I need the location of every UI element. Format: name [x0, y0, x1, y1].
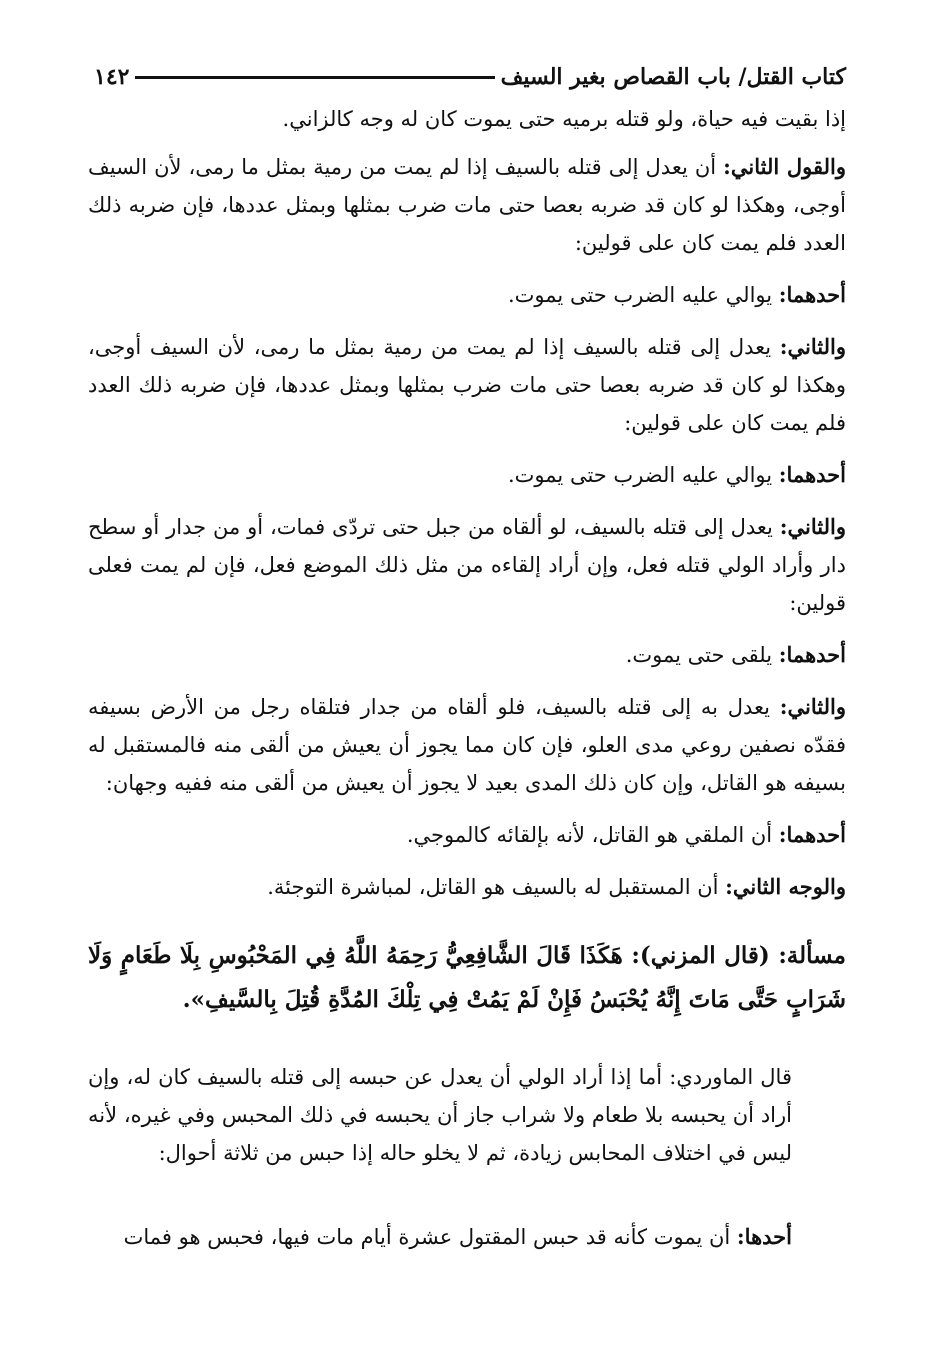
paragraph-lead: أحدها:: [736, 1224, 792, 1249]
paragraph-lead: والثاني:: [779, 334, 846, 359]
masala-quote: [88, 934, 846, 1022]
paragraph-lead: أحدهما:: [778, 462, 846, 487]
paragraph-lead: والثاني:: [779, 694, 846, 719]
paragraph-second-opinion: [88, 148, 846, 262]
masala-label: مسألة:: [778, 942, 846, 969]
paragraph-text: إذا بقيت فيه حياة، ولو قتله برميه حتى يموت كان له وجه كالزاني.: [282, 107, 846, 131]
paragraph-text: أن المستقبل له بالسيف هو القاتل، لمباشرة التوجئة.: [267, 875, 726, 899]
masala-text: هَكَذَا قَالَ الشَّافِعِيُّ رَحِمَهُ اللَّهُ فِي المَحْبُوسِ بِلَا طَعَامٍ وَلَا شَرَابٍ حَتَّى مَاتَ إِنَّهُ يُحْبَسُ فَإِنْ لَمْ يَمُتْ فِي تِلْكَ المُدَّةِ قُتِلَ بِالسَّيفِ».: [88, 942, 846, 1013]
paragraph-continuation: [88, 100, 846, 138]
paragraph-text: أن يعدل إلى قتله بالسيف إذا لم يمت من رمية بمثل ما رمى، لأن السيف أوجى، وهكذا لو كان قد ضربه بعصا حتى مات ضرب بمثلها وبمثل عددها، فإن ضربه ذلك العدد فلم يمت كان على قولين:: [88, 155, 846, 255]
paragraph-lead: والقول الثاني:: [723, 154, 847, 179]
paragraph-text: يلقى حتى يموت.: [625, 643, 779, 667]
masala-attribution: (قال المزني):: [631, 942, 770, 969]
paragraph-second-of-two: [88, 328, 846, 442]
paragraph-first-of-two: [88, 456, 846, 494]
running-title: كتاب القتل/ باب القصاص بغير السيف: [500, 64, 846, 90]
paragraph-first-state: [88, 1218, 846, 1256]
paragraph-text: يعدل إلى قتله بالسيف إذا لم يمت من رمية بمثل ما رمى، لأن السيف أوجى، وهكذا لو كان قد ضربه بعصا حتى مات ضرب بمثلها وبمثل عددها، فإن ضربه ذلك العدد فلم يمت كان على قولين:: [88, 335, 846, 435]
paragraph-lead: أحدهما:: [778, 642, 846, 667]
paragraph-text: يوالي عليه الضرب حتى يموت.: [507, 283, 779, 307]
paragraph-second-of-two: [88, 688, 846, 802]
page-number: ١٤٢: [94, 64, 130, 90]
paragraph-text: يوالي عليه الضرب حتى يموت.: [507, 463, 779, 487]
paragraph-lead: أحدهما:: [778, 282, 846, 307]
paragraph-second-aspect: [88, 868, 846, 906]
paragraph-mawardi: [88, 1058, 846, 1172]
paragraph-first-of-two: [88, 636, 846, 674]
paragraph-text: يعدل إلى قتله بالسيف، لو ألقاه من جبل حتى تردّى فمات، أو من جدار أو سطح دار وأراد الولي قتله فعل، وإن أراد إلقاءه من مثل ذلك الموضع فعل، فإن لم يمت فعلى قولين:: [88, 515, 846, 615]
paragraph-text: أن يموت كأنه قد حبس المقتول عشرة أيام مات فيها، فحبس هو فمات: [123, 1225, 737, 1249]
paragraph-second-of-two: [88, 508, 846, 622]
paragraph-lead: والوجه الثاني:: [725, 874, 846, 899]
paragraph-first-of-two: [88, 276, 846, 314]
paragraph-text: قال الماوردي: أما إذا أراد الولي أن يعدل عن حبسه إلى قتله بالسيف كان له، وإن أراد أن يحبسه بلا طعام ولا شراب جاز أن يحبسه في ذلك المحبس وفي غيره، لأنه ليس في اختلاف المحابس زيادة، ثم لا يخلو حاله إذا حبس من ثلاثة أحوال:: [88, 1065, 792, 1165]
page-header: [88, 60, 846, 94]
header-rule: [135, 76, 494, 79]
paragraph-lead: والثاني:: [779, 514, 846, 539]
paragraph-text: يعدل به إلى قتله بالسيف، فلو ألقاه من جدار فتلقاه رجل من الأرض بسيفه فقدّه نصفين روعي مدى العلو، فإن كان مما يجوز أن يعيش من ألقى منه فالمستقبل له بسيفه هو القاتل، وإن كان ذلك المدى بعيد لا يجوز أن يعيش من ألقى منه ففيه وجهان:: [88, 695, 846, 795]
paragraph-first-aspect: [88, 816, 846, 854]
paragraph-text: أن الملقي هو القاتل، لأنه بإلقائه كالموجي.: [406, 823, 779, 847]
page-body: [88, 100, 846, 1270]
paragraph-lead: أحدهما:: [778, 822, 846, 847]
